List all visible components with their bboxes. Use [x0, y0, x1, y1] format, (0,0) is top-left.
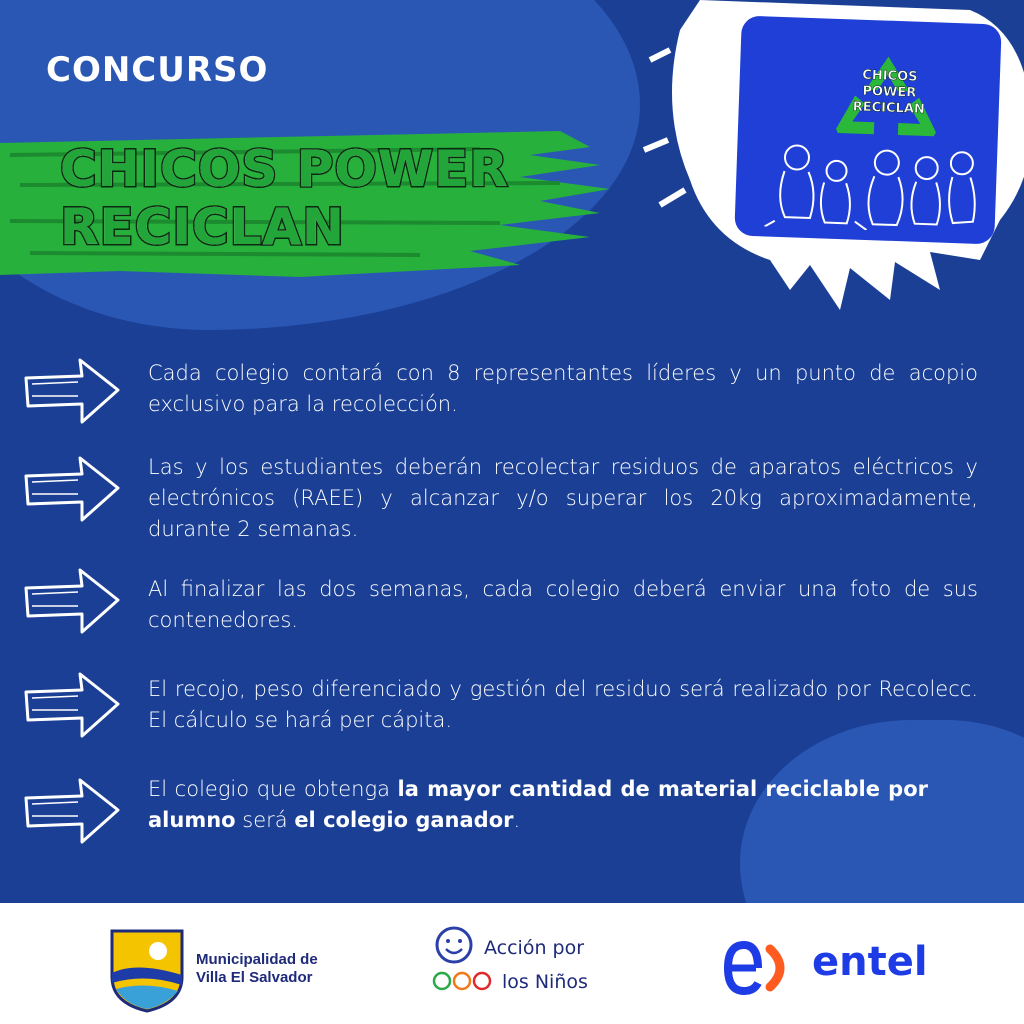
- rule-text-highlight: el colegio ganador: [294, 808, 514, 832]
- page-title: [60, 140, 509, 256]
- logo-badge-text: [829, 67, 951, 119]
- arrow-right-icon: [22, 670, 122, 740]
- apn-line: los Niños: [502, 971, 588, 993]
- arrow-right-icon: [22, 356, 122, 426]
- arrow-right-icon: [22, 566, 122, 636]
- children-doodle-icon: [755, 136, 988, 234]
- sponsors-footer: [0, 903, 1024, 1024]
- title-line-1: CHICOS POWER: [60, 140, 509, 198]
- rule-text-segment: El colegio que obtenga: [148, 777, 398, 801]
- rule-text-segment: será: [235, 808, 295, 832]
- logo-badge-line: RECICLAN: [852, 99, 926, 117]
- rule-text: [148, 774, 928, 836]
- contest-logo-badge: [734, 16, 1002, 245]
- rule-text: Cada colegio contará con 8 representantes líderes y un punto de acopio exclusivo para la recolección.: [148, 361, 978, 416]
- logo-badge-line: POWER: [862, 83, 917, 101]
- entel-wordmark: entel: [812, 939, 928, 985]
- logo-badge-line: CHICOS: [862, 67, 918, 85]
- rule-text: Las y los estudiantes deberán recolectar residuos de aparatos eléctricos y electrónicos (RAEE) y alcanzar y/o superar los 20kg aproximadamente, durante 2 semanas.: [148, 455, 978, 541]
- title-line-2: RECICLAN: [60, 198, 346, 256]
- arrow-right-icon: [22, 454, 122, 524]
- rule-text-highlight: la mayor cantidad de material reciclable por alumno: [148, 777, 928, 832]
- rule-text: Al finalizar las dos semanas, cada colegio deberá enviar una foto de sus contenedores.: [148, 577, 978, 632]
- municipality-name: [196, 951, 318, 987]
- rule-text: El recojo, peso diferenciado y gestión del residuo será realizado por Recolecc. El cálculo se hará per cápita.: [148, 677, 978, 732]
- kicker-label: CONCURSO: [46, 50, 269, 90]
- municipality-shield-logo: [106, 921, 188, 1013]
- rule-text-segment: .: [513, 808, 521, 832]
- municipality-name-line: Villa El Salvador: [196, 969, 313, 986]
- apn-line: Acción por: [484, 937, 585, 959]
- arrow-right-icon: [22, 776, 122, 846]
- entel-logo-icon: [724, 937, 794, 999]
- municipality-name-line: Municipalidad de: [196, 951, 318, 968]
